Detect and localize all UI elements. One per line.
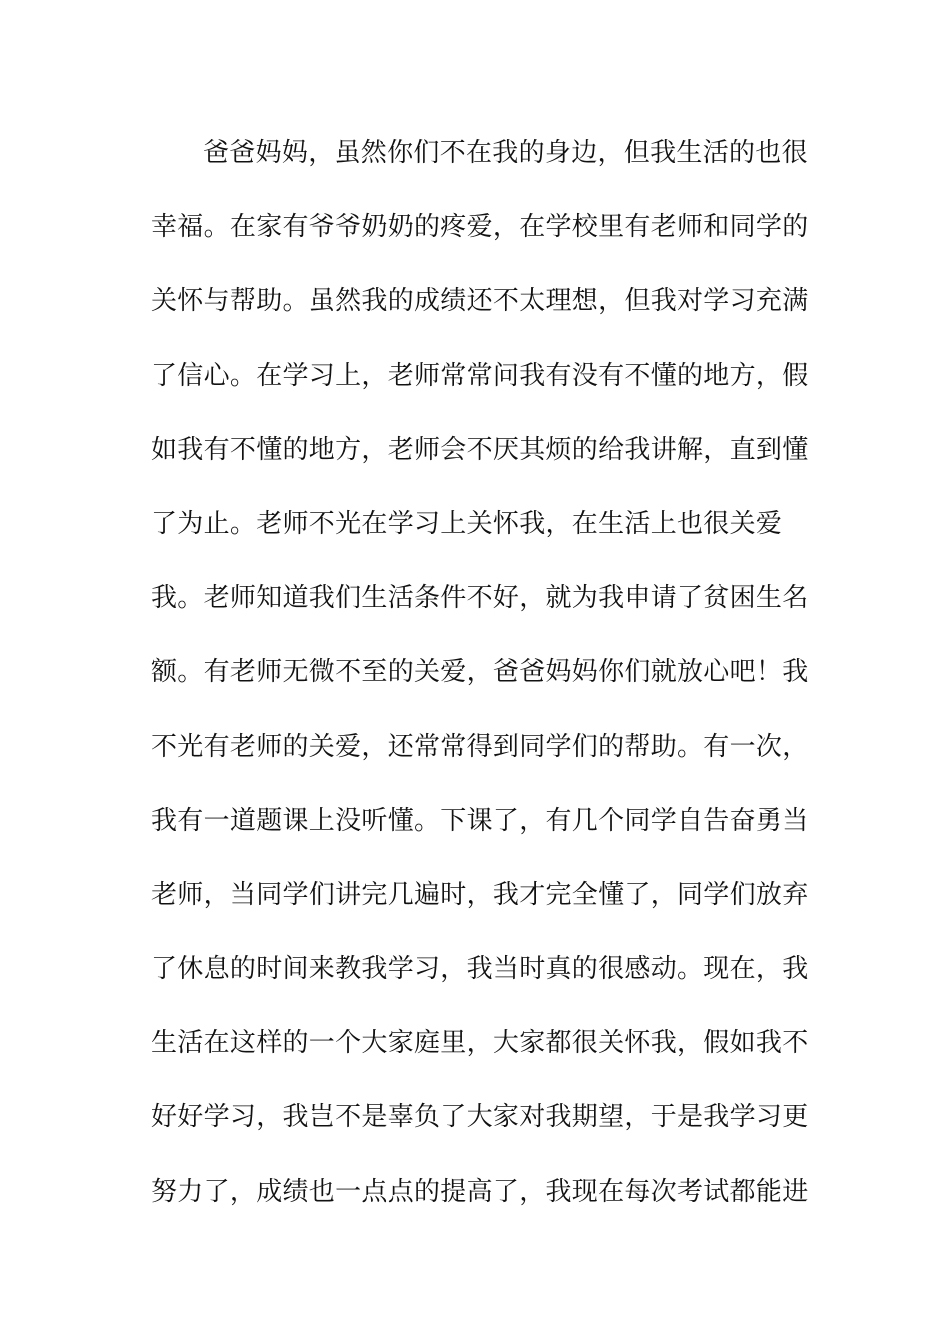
text-line: 如我有不懂的地方，老师会不厌其烦的给我讲解，直到懂 <box>151 434 809 465</box>
text-line: 生活在这样的一个大家庭里，大家都很关怀我，假如我不 <box>151 1028 809 1059</box>
text-line: 我。老师知道我们生活条件不好，就为我申请了贫困生名 <box>151 583 809 614</box>
text-line: 了休息的时间来教我学习，我当时真的很感动。现在，我 <box>151 954 809 985</box>
text-line: 好好学习，我岂不是辜负了大家对我期望，于是我学习更 <box>151 1102 809 1133</box>
text-line: 额。有老师无微不至的关爱，爸爸妈妈你们就放心吧！我 <box>151 657 809 688</box>
text-line: 了为止。老师不光在学习上关怀我，在生活上也很关爱 <box>151 508 783 539</box>
text-line: 老师，当同学们讲完几遍时，我才完全懂了，同学们放弃 <box>151 879 809 910</box>
text-line: 爸爸妈妈，虽然你们不在我的身边，但我生活的也很 <box>203 138 808 168</box>
text-line: 关怀与帮助。虽然我的成绩还不太理想，但我对学习充满 <box>151 286 809 317</box>
text-line: 我有一道题课上没听懂。下课了，有几个同学自告奋勇当 <box>151 805 809 836</box>
text-line: 幸福。在家有爷爷奶奶的疼爱，在学校里有老师和同学的 <box>151 212 809 243</box>
text-line: 了信心。在学习上，老师常常问我有没有不懂的地方，假 <box>151 360 809 391</box>
letter-paragraph <box>151 126 809 1239</box>
text-line: 不光有老师的关爱，还常常得到同学们的帮助。有一次， <box>151 731 809 762</box>
text-line: 努力了，成绩也一点点的提高了，我现在每次考试都能进 <box>151 1176 809 1207</box>
